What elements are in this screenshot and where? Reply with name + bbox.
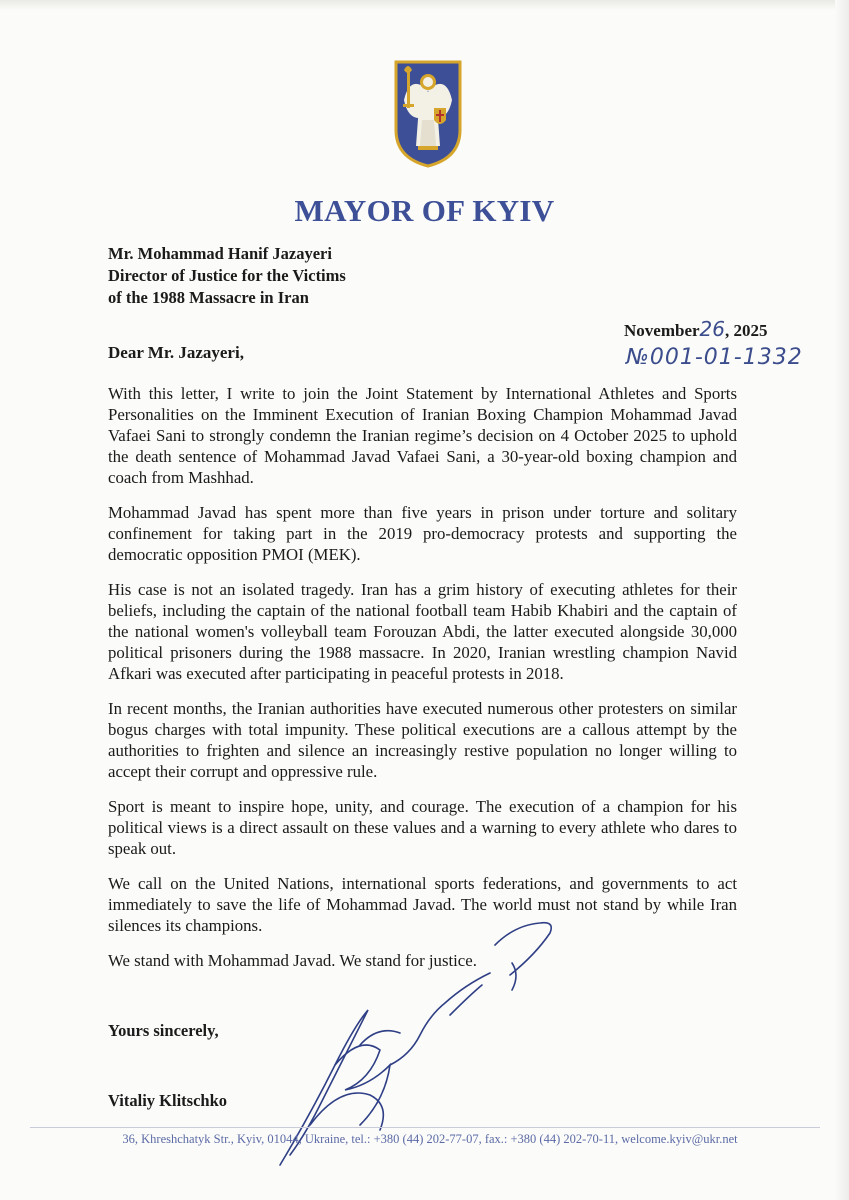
body-paragraph: His case is not an isolated tragedy. Iran has a grim history of executing athletes for their beliefs, including the captain of the national football team Habib Khabiri and the captain of the national women's volleyball team Forouzan Abdi, the latter executed alongside 30,000 political prisoners during the 1988 massacre. In 2020, Iranian wrestling champion Navid Afkari was executed after participating in peaceful protests in 2018. bbox=[108, 580, 737, 683]
date-year: , 2025 bbox=[724, 321, 768, 340]
signer-name: Vitaliy Klitschko bbox=[108, 1091, 228, 1110]
kyiv-coat-of-arms-icon bbox=[394, 60, 462, 168]
body-paragraph: With this letter, I write to join the Joint Statement by International Athletes and Sports Personalities on the Imminent Execution of Iranian Boxing Champion Mohammad Javad Vafaei Sani to strongly condemn the Iranian regime’s decision on 4 October 2025 to uphold the death sentence of Mohammad Javad Vafaei Sani, a 30-year-old boxing champion and coach from Mashhad. bbox=[108, 384, 737, 487]
recipient-position: Director of Justice for the Victims bbox=[108, 266, 346, 285]
page-edge-shadow-top bbox=[0, 0, 849, 10]
letter-body bbox=[108, 383, 737, 985]
recipient-name: Mr. Mohammad Hanif Jazayeri bbox=[108, 244, 332, 263]
recipient-organization: of the 1988 Massacre in Iran bbox=[108, 288, 309, 307]
date-month: November bbox=[624, 321, 700, 340]
body-paragraph: We stand with Mohammad Javad. We stand for justice. bbox=[108, 951, 477, 970]
salutation: Dear Mr. Jazayeri, bbox=[108, 343, 244, 362]
recipient-block bbox=[108, 243, 346, 309]
body-paragraph: In recent months, the Iranian authorities have executed numerous other protesters on similar bogus charges with total impunity. These political executions are a callous attempt by the authorities to frighten and silence an increasingly restive population no longer willing to accept their corrupt and oppressive rule. bbox=[108, 699, 737, 781]
body-paragraph: Mohammad Javad has spent more than five years in prison under torture and solitary confinement for taking part in the 2019 pro-democracy protests and supporting the democratic opposition PMOI (MEK). bbox=[108, 503, 737, 564]
letterhead-title: MAYOR OF KYIV bbox=[294, 193, 555, 228]
date-day-handwritten: 26 bbox=[699, 317, 725, 341]
footer-divider bbox=[30, 1127, 820, 1128]
letter-date bbox=[624, 317, 767, 341]
footer-address: 36, Khreshchatyk Str., Kyiv, 01044, Ukraine, tel.: +380 (44) 202-77-07, fax.: +380 (44) 202-70-11, welcome.kyiv@ukr.net bbox=[122, 1132, 738, 1146]
page-edge-shadow-right bbox=[835, 0, 849, 1200]
body-paragraph: We call on the United Nations, international sports federations, and governments to act immediately to save the life of Mohammad Javad. The world must not stand by while Iran silences its champions. bbox=[108, 874, 737, 935]
body-paragraph: Sport is meant to inspire hope, unity, and courage. The execution of a champion for his political views is a direct assault on these values and a warning to every athlete who dares to speak out. bbox=[108, 797, 737, 858]
closing: Yours sincerely, bbox=[108, 1021, 219, 1040]
reference-number-handwritten: №001-01-1332 bbox=[626, 345, 803, 370]
